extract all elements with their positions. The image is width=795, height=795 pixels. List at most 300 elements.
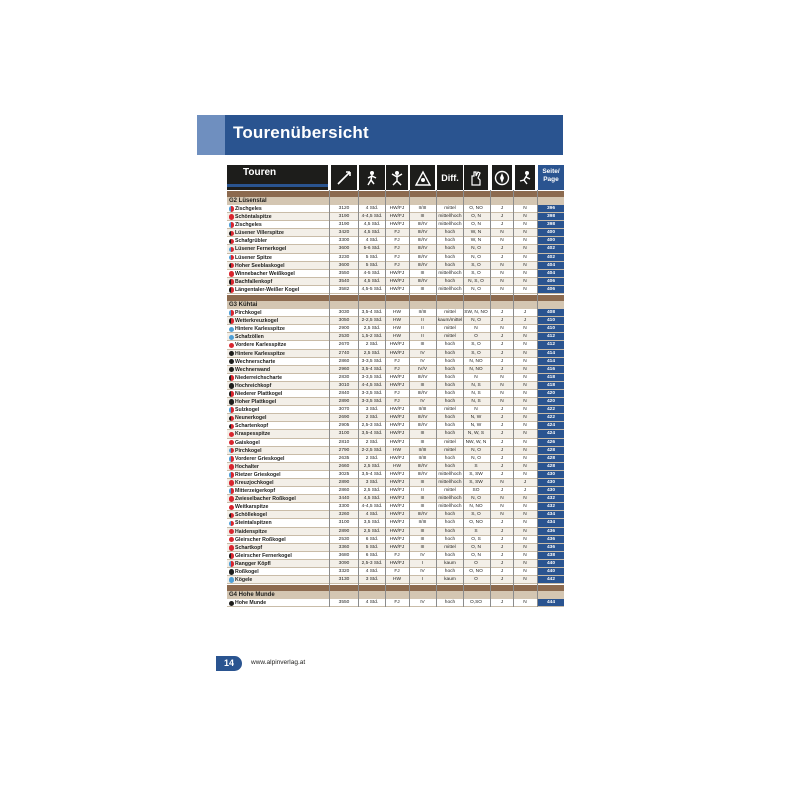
cell-route-type: FJ xyxy=(394,399,400,405)
cell-page[interactable]: 404 xyxy=(538,270,564,277)
tour-name: Hohe Munde xyxy=(227,599,328,606)
cell-direction: N, NO xyxy=(469,358,483,364)
cell-difficulty: II/III xyxy=(418,206,427,211)
cell-flag-j: N xyxy=(500,480,504,485)
cell-direction: O, N xyxy=(471,214,481,220)
cell-duration: 4-4,5 Std. xyxy=(361,214,383,220)
cell-elevation: 2810 xyxy=(338,439,350,445)
cell-exposure: mittel xyxy=(444,326,456,332)
cell-elevation: 3260 xyxy=(338,512,350,518)
cell-direction: S, O xyxy=(471,512,481,518)
cell-page[interactable]: 412 xyxy=(538,333,564,340)
cell-exposure: hoch xyxy=(444,230,456,236)
cell-direction: O, NO xyxy=(469,520,483,526)
difficulty-marker-icon xyxy=(229,553,235,559)
difficulty-marker-icon xyxy=(229,327,235,333)
cell-duration: 4-4,5 Std. xyxy=(361,382,383,388)
cell-flag-n: N xyxy=(523,512,527,518)
cell-direction: N, NO xyxy=(469,504,483,510)
cell-exposure: mittel/hoch xyxy=(438,222,462,228)
cell-elevation: 2840 xyxy=(338,390,350,396)
cell-direction: S, SW xyxy=(469,471,483,477)
cell-difficulty: III xyxy=(420,286,425,292)
cell-direction: O xyxy=(474,577,478,583)
cell-route-type: HW/FJ xyxy=(389,431,405,437)
cell-duration: 4 Std. xyxy=(365,512,379,518)
cell-direction: N, NO xyxy=(469,366,483,372)
cell-route-type: HW/FJ xyxy=(389,480,405,485)
cell-elevation: 3600 xyxy=(338,262,350,268)
cell-page[interactable]: 404 xyxy=(538,262,564,269)
cell-duration: 5 Std. xyxy=(365,262,379,268)
cell-page[interactable]: 436 xyxy=(538,544,564,551)
cell-flag-j: N xyxy=(500,230,504,236)
cell-route-type: HW xyxy=(393,318,401,324)
cell-exposure: mittel/hoch xyxy=(438,504,462,510)
cell-elevation: 2960 xyxy=(338,366,350,372)
cell-route-type: HW xyxy=(393,577,401,583)
cell-route-type: HW/FJ xyxy=(389,536,405,542)
cell-exposure: hoch xyxy=(444,463,456,469)
cell-flag-n: N xyxy=(523,350,527,356)
cell-flag-j: J xyxy=(500,246,504,252)
cell-flag-n: N xyxy=(523,374,527,380)
cell-duration: 3 Std. xyxy=(365,407,379,413)
cell-duration: 4,5 Std. xyxy=(363,278,381,284)
cell-page[interactable]: 422 xyxy=(538,414,564,421)
cell-direction: O,SO xyxy=(470,600,482,606)
cell-page[interactable]: 440 xyxy=(538,560,564,567)
cell-page[interactable]: 414 xyxy=(538,358,564,365)
column-divider xyxy=(409,190,410,607)
difficulty-marker-icon xyxy=(229,496,235,502)
cell-duration: 2,5 Std. xyxy=(363,528,381,534)
cell-page[interactable]: 442 xyxy=(538,576,564,583)
cell-elevation: 3582 xyxy=(338,286,350,292)
cell-difficulty: III xyxy=(420,382,425,388)
cell-difficulty: III/IV xyxy=(417,512,428,518)
cell-flag-j: J xyxy=(500,488,504,494)
cell-direction: W, N xyxy=(470,230,482,236)
difficulty-marker-icon xyxy=(229,464,235,470)
cell-route-type: HW/FJ xyxy=(389,471,405,477)
cell-elevation: 3300 xyxy=(338,238,350,244)
cell-page[interactable]: 430 xyxy=(538,479,564,486)
cell-exposure: hoch xyxy=(444,254,456,260)
cell-flag-j: N xyxy=(500,238,504,244)
cell-flag-n: J xyxy=(523,480,527,485)
cell-flag-n: N xyxy=(523,504,527,510)
difficulty-marker-icon xyxy=(229,367,235,373)
tour-name: Weitkarspitze xyxy=(227,503,328,510)
cell-page[interactable]: 434 xyxy=(538,519,564,526)
tour-name: Lüsener Spitze xyxy=(227,254,328,261)
cell-route-type: HW xyxy=(393,334,401,340)
glove-icon xyxy=(464,165,488,190)
cell-exposure: hoch xyxy=(444,600,456,606)
cell-flag-j: N xyxy=(500,262,504,268)
cell-flag-n: N xyxy=(523,455,527,461)
cell-direction: O, NO xyxy=(469,206,483,211)
cell-page[interactable]: 400 xyxy=(538,237,564,244)
tour-name: Zischgeles xyxy=(227,205,328,212)
cell-flag-n: N xyxy=(523,577,527,583)
cell-flag-n: N xyxy=(523,447,527,453)
cell-difficulty: IV xyxy=(420,600,425,606)
cell-page[interactable]: 420 xyxy=(538,398,564,405)
difficulty-marker-icon xyxy=(229,561,235,567)
column-divider xyxy=(463,190,464,607)
cell-direction: N, O xyxy=(471,254,481,260)
cell-flag-j: J xyxy=(500,214,504,220)
cell-elevation: 2530 xyxy=(338,536,350,542)
cell-elevation: 2905 xyxy=(338,423,350,429)
difficulty-marker-icon xyxy=(229,407,235,413)
cell-difficulty: III/IV xyxy=(417,374,428,380)
difficulty-marker-icon xyxy=(229,222,235,228)
cell-elevation: 3025 xyxy=(338,471,350,477)
cell-page[interactable]: 432 xyxy=(538,495,564,502)
cell-flag-n: N xyxy=(523,382,527,388)
cell-difficulty: II/III xyxy=(418,520,427,526)
cell-page[interactable]: 406 xyxy=(538,286,564,293)
page-number-badge: 14 xyxy=(216,656,242,671)
cell-flag-n: N xyxy=(523,230,527,236)
cell-exposure: hoch xyxy=(444,366,456,372)
cell-page[interactable]: 398 xyxy=(538,221,564,228)
cell-page[interactable]: 430 xyxy=(538,471,564,478)
tour-name: Gleirscher Roßkogel xyxy=(227,536,328,543)
cell-route-type: HW/FJ xyxy=(389,488,405,494)
cell-route-type: FJ xyxy=(394,246,400,252)
column-divider xyxy=(358,190,359,607)
cell-flag-n: N xyxy=(523,358,527,364)
cell-duration: 2-2,5 Std. xyxy=(361,318,383,324)
tour-name: Mitterzeigerkopf xyxy=(227,487,328,494)
tour-name: Niederreichscharte xyxy=(227,374,328,381)
cell-flag-j: J xyxy=(500,569,504,575)
cell-flag-n: N xyxy=(523,222,527,228)
cell-page[interactable]: 400 xyxy=(538,229,564,236)
tour-name: Hochreichkopf xyxy=(227,382,328,389)
cell-difficulty: II xyxy=(421,488,424,494)
cell-direction: N, S xyxy=(471,382,481,388)
difficulty-marker-icon xyxy=(229,577,235,583)
publisher-url[interactable]: www.alpinverlag.at xyxy=(251,659,306,666)
cell-flag-j: J xyxy=(500,528,504,534)
cell-flag-j: J xyxy=(500,560,504,566)
tour-name: Winnebacher Weißkogel xyxy=(227,270,328,277)
cell-difficulty: III/IV xyxy=(417,246,428,252)
cell-direction: SO xyxy=(472,488,480,494)
cell-direction: N, O xyxy=(471,318,481,324)
difficulty-marker-icon xyxy=(229,214,235,220)
cell-duration: 4,5 Std. xyxy=(363,496,381,502)
cell-difficulty: III/IV xyxy=(417,222,428,228)
cell-elevation: 2790 xyxy=(338,447,350,453)
cell-page[interactable]: 418 xyxy=(538,374,564,381)
header-touren: Touren xyxy=(227,165,328,190)
cell-duration: 3,5 Std. xyxy=(363,520,381,526)
cell-duration: 3-3,5 Std. xyxy=(361,399,383,405)
cell-duration: 5 Std. xyxy=(365,254,379,260)
tour-name: Schartenkopf xyxy=(227,422,328,429)
cell-page[interactable]: 398 xyxy=(538,213,564,220)
cell-flag-n: N xyxy=(523,496,527,502)
cell-elevation: 3120 xyxy=(338,206,350,211)
cell-flag-j: J xyxy=(500,536,504,542)
cell-duration: 4 Std. xyxy=(365,569,379,575)
tour-name: Längentaler-Weißer Kogel xyxy=(227,286,328,293)
difficulty-marker-icon xyxy=(229,537,235,543)
tour-name: Haidenspitze xyxy=(227,528,328,535)
cell-difficulty: III/IV xyxy=(417,463,428,469)
cell-elevation: 2830 xyxy=(338,374,350,380)
cell-flag-j: J xyxy=(500,350,504,356)
cell-flag-n: N xyxy=(523,536,527,542)
cell-exposure: hoch xyxy=(444,358,456,364)
cell-duration: 2,5 Std. xyxy=(363,463,381,469)
cell-flag-n: N xyxy=(523,415,527,421)
tour-name: Pirchkogel xyxy=(227,447,328,454)
cell-route-type: FJ xyxy=(394,238,400,244)
cell-difficulty: III xyxy=(420,536,425,542)
difficulty-marker-icon xyxy=(229,231,235,237)
cell-page[interactable]: 440 xyxy=(538,568,564,575)
difficulty-marker-icon xyxy=(229,424,235,430)
cell-difficulty: II/III xyxy=(418,310,427,316)
cell-elevation: 2890 xyxy=(338,480,350,485)
cell-exposure: hoch xyxy=(444,350,456,356)
page-title: Tourenübersicht xyxy=(233,123,369,142)
cell-route-type: FJ xyxy=(394,569,400,575)
cell-flag-n: N xyxy=(523,246,527,252)
cell-difficulty: III xyxy=(420,431,425,437)
tour-table xyxy=(227,165,564,607)
cell-flag-n: N xyxy=(523,326,527,332)
cell-route-type: HW/FJ xyxy=(389,270,405,276)
cell-flag-n: N xyxy=(523,463,527,469)
cell-page[interactable]: 406 xyxy=(538,278,564,285)
cell-flag-j: J xyxy=(500,471,504,477)
cell-difficulty: IV xyxy=(420,358,425,364)
cell-page[interactable]: 396 xyxy=(538,205,564,212)
tour-name: Schafgrübler xyxy=(227,237,328,244)
cell-route-type: HW/FJ xyxy=(389,520,405,526)
cell-route-type: FJ xyxy=(394,230,400,236)
cell-elevation: 3440 xyxy=(338,496,350,502)
cell-duration: 3 Std. xyxy=(365,480,379,485)
difficulty-marker-icon xyxy=(229,383,235,389)
cell-flag-n: J xyxy=(523,318,527,324)
tour-name: Steintalspitzen xyxy=(227,519,328,526)
cell-difficulty: III/IV xyxy=(417,262,428,268)
difficulty-marker-icon xyxy=(229,488,235,494)
tour-name: Sulzkogel xyxy=(227,406,328,413)
cell-direction: S xyxy=(474,463,478,469)
cell-duration: 3,5-4 Std. xyxy=(361,431,383,437)
difficulty-marker-icon xyxy=(229,569,235,575)
tour-name: Roßkogel xyxy=(227,568,328,575)
cell-direction: N xyxy=(474,326,478,332)
cell-route-type: HW/FJ xyxy=(389,544,405,550)
cell-flag-n: N xyxy=(523,214,527,220)
difficulty-marker-icon xyxy=(229,343,235,349)
cell-duration: 3,5-4 Std. xyxy=(361,471,383,477)
cell-route-type: HW/FJ xyxy=(389,455,405,461)
cell-exposure: mittel/hoch xyxy=(438,480,462,485)
cell-elevation: 3540 xyxy=(338,278,350,284)
cell-page[interactable]: 424 xyxy=(538,430,564,437)
cell-elevation: 2660 xyxy=(338,463,350,469)
cell-flag-j: N xyxy=(500,374,504,380)
difficulty-marker-icon xyxy=(229,206,235,212)
cell-direction: S, SW xyxy=(469,480,483,485)
cell-direction: S, O xyxy=(471,262,481,268)
cell-flag-j: N xyxy=(500,382,504,388)
cell-direction: SW, N, NO xyxy=(464,310,488,316)
cell-page[interactable]: 424 xyxy=(538,422,564,429)
cell-route-type: HW/FJ xyxy=(389,342,405,348)
tour-name: Schafzöllen xyxy=(227,333,328,340)
cell-exposure: hoch xyxy=(444,520,456,526)
tour-name: Vordere Karlesspitze xyxy=(227,341,328,348)
cell-direction: NW, W, N xyxy=(465,439,487,445)
cell-page[interactable]: 420 xyxy=(538,390,564,397)
cell-flag-j: N xyxy=(500,496,504,502)
cell-page[interactable]: 428 xyxy=(538,447,564,454)
difficulty-marker-icon xyxy=(229,505,235,511)
cell-duration: 5-6 Std. xyxy=(363,246,381,252)
difficulty-marker-icon xyxy=(229,247,235,253)
cell-flag-j: J xyxy=(500,415,504,421)
cell-exposure: mittel/hoch xyxy=(438,286,462,292)
cell-flag-j: J xyxy=(500,439,504,445)
cell-direction: N, O xyxy=(471,455,481,461)
cell-difficulty: II xyxy=(421,334,424,340)
cell-difficulty: III/IV xyxy=(417,390,428,396)
cell-page[interactable]: 414 xyxy=(538,350,564,357)
difficulty-marker-icon xyxy=(229,529,235,535)
header-seite: Seite/ Page xyxy=(538,165,564,190)
cell-duration: 3,5-4 Std. xyxy=(361,310,383,316)
cell-page[interactable]: 416 xyxy=(538,366,564,373)
tour-name: Vorderer Grieskogel xyxy=(227,455,328,462)
cell-exposure: hoch xyxy=(444,238,456,244)
cell-flag-n: N xyxy=(523,431,527,437)
cell-flag-n: N xyxy=(523,262,527,268)
difficulty-marker-icon xyxy=(229,335,235,341)
cell-flag-j: J xyxy=(500,520,504,526)
cell-elevation: 2530 xyxy=(338,334,350,340)
cell-flag-n: N xyxy=(523,407,527,413)
tour-name: Niederer Plattkogel xyxy=(227,390,328,397)
cell-route-type: HW xyxy=(393,463,401,469)
cell-flag-j: J xyxy=(500,407,504,413)
cell-exposure: kaum xyxy=(444,560,456,566)
cell-flag-j: J xyxy=(500,431,504,437)
cell-page[interactable]: 444 xyxy=(538,599,564,606)
cell-page[interactable]: 418 xyxy=(538,382,564,389)
cell-route-type: HW/FJ xyxy=(389,382,405,388)
cell-page[interactable]: 402 xyxy=(538,254,564,261)
difficulty-marker-icon xyxy=(229,287,235,293)
cell-exposure: mittel/hoch xyxy=(438,496,462,502)
cell-direction: N, O xyxy=(471,286,481,292)
cell-exposure: hoch xyxy=(444,552,456,558)
cell-page[interactable]: 438 xyxy=(538,552,564,559)
cell-page[interactable]: 428 xyxy=(538,463,564,470)
cell-page[interactable]: 436 xyxy=(538,528,564,535)
cell-route-type: HW xyxy=(393,310,401,316)
cell-duration: 3-3,5 Std. xyxy=(361,374,383,380)
cell-duration: 2,5 Std. xyxy=(363,350,381,356)
cell-elevation: 2670 xyxy=(338,342,350,348)
cell-flag-j: J xyxy=(500,358,504,364)
cell-page[interactable]: 436 xyxy=(538,536,564,543)
cell-page[interactable]: 428 xyxy=(538,455,564,462)
table-header xyxy=(227,165,564,190)
cell-elevation: 2900 xyxy=(338,326,350,332)
cell-page[interactable]: 426 xyxy=(538,439,564,446)
cell-elevation: 3190 xyxy=(338,214,350,220)
cell-difficulty: II/III xyxy=(418,455,427,461)
cell-page[interactable]: 432 xyxy=(538,503,564,510)
cell-page[interactable]: 408 xyxy=(538,309,564,316)
tour-name: Hoher Plattkogel xyxy=(227,398,328,405)
cell-elevation: 3010 xyxy=(338,382,350,388)
cell-flag-n: N xyxy=(523,423,527,429)
cell-page[interactable]: 402 xyxy=(538,245,564,252)
cell-page[interactable]: 410 xyxy=(538,317,564,324)
cell-route-type: HW xyxy=(393,326,401,332)
cell-exposure: hoch xyxy=(444,512,456,518)
cell-direction: O xyxy=(474,560,478,566)
cell-page[interactable]: 412 xyxy=(538,341,564,348)
difficulty-marker-icon xyxy=(229,513,235,519)
cell-flag-j: N xyxy=(500,504,504,510)
cell-page[interactable]: 410 xyxy=(538,325,564,332)
cell-exposure: hoch xyxy=(444,399,456,405)
cell-direction: O, NO xyxy=(469,569,483,575)
difficulty-marker-icon xyxy=(229,399,235,405)
cell-page[interactable]: 434 xyxy=(538,511,564,518)
cell-difficulty: IV xyxy=(420,350,425,356)
cell-elevation: 3230 xyxy=(338,254,350,260)
cell-difficulty: II/III xyxy=(418,407,427,413)
cell-flag-n: N xyxy=(523,399,527,405)
column-divider xyxy=(513,190,514,607)
cell-duration: 2-2,5 Std. xyxy=(361,447,383,453)
cell-direction: W, N xyxy=(470,238,482,244)
cell-flag-j: J xyxy=(500,552,504,558)
cell-elevation: 3550 xyxy=(338,600,350,606)
cell-flag-n: N xyxy=(523,238,527,244)
cell-difficulty: III xyxy=(420,214,425,220)
cell-direction: N, S xyxy=(471,399,481,405)
cell-page[interactable]: 422 xyxy=(538,406,564,413)
cell-exposure: mittel xyxy=(444,407,456,413)
cell-page[interactable]: 430 xyxy=(538,487,564,494)
cell-exposure: mittel/hoch xyxy=(438,270,462,276)
cell-duration: 2,5 Std. xyxy=(363,488,381,494)
cell-difficulty: III/IV xyxy=(417,238,428,244)
cell-duration: 4 Std. xyxy=(365,600,379,606)
cell-flag-n: N xyxy=(523,439,527,445)
cell-exposure: mittel xyxy=(444,447,456,453)
cell-flag-n: N xyxy=(523,528,527,534)
cell-duration: 3-3,5 Std. xyxy=(361,390,383,396)
